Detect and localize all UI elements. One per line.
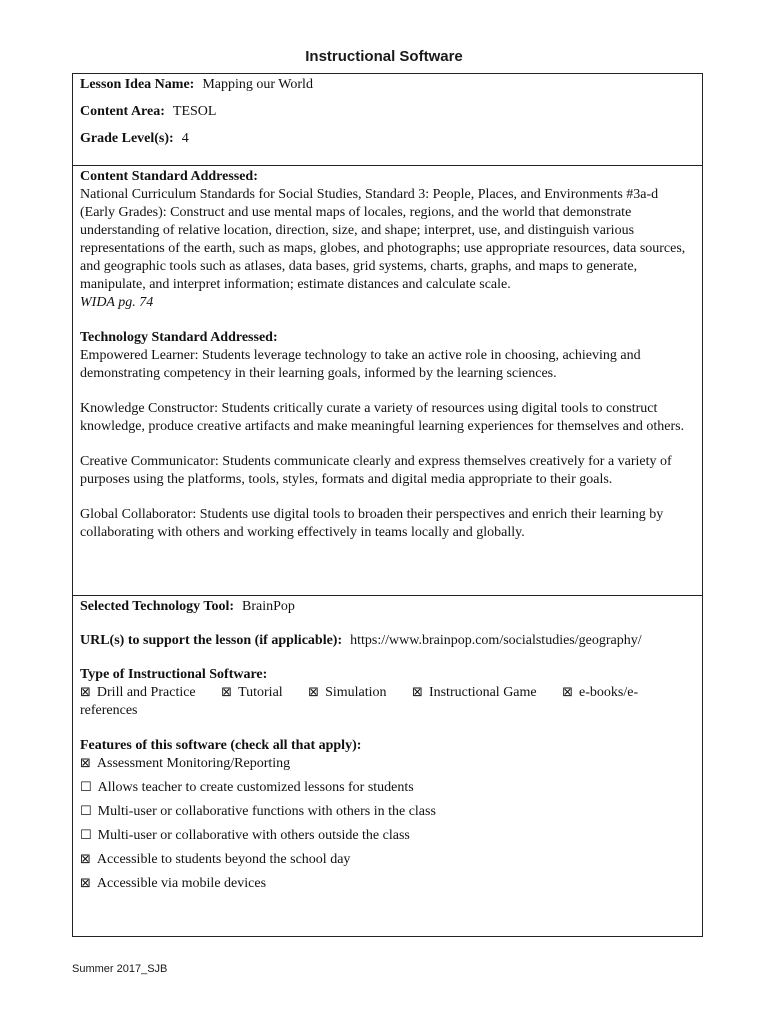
page-footer: Summer 2017_SJB [72,963,168,975]
feature-multiuser-class: ☐ Multi-user or collaborative functions with others in the class [80,804,436,819]
tech-standard-knowledge-constructor: Knowledge Constructor: Students critically curate a variety of resources using digital tools to construct knowledge, produce creative artifacts and make meaningful learning experiences for themselves and others. [80,401,685,434]
software-type-heading: Type of Instructional Software: [80,667,268,682]
standards-section [73,166,702,596]
type-option-simulation: ⊠ Simulation [308,685,387,700]
tech-standard-global-collaborator: Global Collaborator: Students use digital tools to broaden their perspectives and enrich their learning by collaborating with others and working effectively in teams locally and globally. [80,507,664,540]
grade-level-value: 4 [181,131,189,146]
tool-section [73,596,702,936]
content-standard-text: National Curriculum Standards for Social Studies, Standard 3: People, Places, and Environments #3a-d (Early Grades): Construct and use mental maps of locales, regions, and the world that demonstrate understanding of relative location, direction, size, and shape; interpret, use, and distinguish various representations of the earth, such as maps, globes, and photographs; use appropriate resources, data sources, and geographic tools such as atlases, data bases, grid systems, charts, graphs, and maps to generate, manipulate, and interpret information; estimate distances and calculate scale. [80,187,686,292]
selected-tool-row [80,598,695,615]
checkbox-checked-icon: ⊠ [562,685,574,700]
grade-level-label: Grade Level(s): [80,131,174,146]
type-option-game: ⊠ Instructional Game [412,685,537,700]
content-area-value: TESOL [172,104,217,119]
lesson-plan-table [72,73,703,937]
feature-custom-lessons: ☐ Allows teacher to create customized lessons for students [80,780,414,795]
type-option-ebooks: ⊠ e-books/e-references [80,685,639,718]
checkbox-checked-icon: ⊠ [308,685,320,700]
content-area-row [80,103,695,120]
feature-assessment: ⊠ Assessment Monitoring/Reporting [80,756,291,771]
checkbox-empty-icon: ☐ [80,828,92,843]
checkbox-checked-icon: ⊠ [80,756,91,771]
feature-multiuser-outside: ☐ Multi-user or collaborative with others outside the class [80,828,410,843]
selected-tool-label: Selected Technology Tool: [80,599,235,614]
lesson-info-section [73,74,702,166]
selected-tool-value: BrainPop [242,599,295,614]
type-option-tutorial: ⊠ Tutorial [221,685,283,700]
url-row [80,632,695,649]
tech-standard-creative-communicator: Creative Communicator: Students communicate clearly and express themselves creatively for a variety of purposes using the platforms, tools, styles, formats and digital media appropriate to their goals. [80,454,672,487]
grade-level-row [80,130,695,147]
page-title: Instructional Software [305,48,463,65]
checkbox-checked-icon: ⊠ [80,685,91,700]
checkbox-checked-icon: ⊠ [80,852,91,867]
features-list [80,755,695,893]
checkbox-empty-icon: ☐ [80,804,92,819]
checkbox-checked-icon: ⊠ [80,876,91,891]
lesson-name-row [80,76,695,93]
content-standard-reference: WIDA pg. 74 [80,295,154,310]
lesson-name-value: Mapping our World [202,77,313,92]
checkbox-empty-icon: ☐ [80,780,92,795]
software-type-options [80,684,695,720]
feature-beyond-school-day: ⊠ Accessible to students beyond the school day [80,852,351,867]
lesson-name-label: Lesson Idea Name: [80,77,195,92]
tech-standard-empowered-learner: Empowered Learner: Students leverage technology to take an active role in choosing, achieving and demonstrating competency in their learning goals, informed by the learning sciences. [80,348,641,381]
url-value: https://www.brainpop.com/socialstudies/geography/ [350,633,642,648]
content-area-label: Content Area: [80,104,165,119]
content-standard-heading: Content Standard Addressed: [80,169,258,184]
checkbox-checked-icon: ⊠ [221,685,233,700]
type-option-drill: ⊠ Drill and Practice [80,685,196,700]
url-label: URL(s) to support the lesson (if applicable): [80,633,343,648]
features-heading: Features of this software (check all that apply): [80,738,362,753]
technology-standard-heading: Technology Standard Addressed: [80,330,278,345]
feature-mobile-access: ⊠ Accessible via mobile devices [80,876,267,891]
checkbox-checked-icon: ⊠ [412,685,423,700]
